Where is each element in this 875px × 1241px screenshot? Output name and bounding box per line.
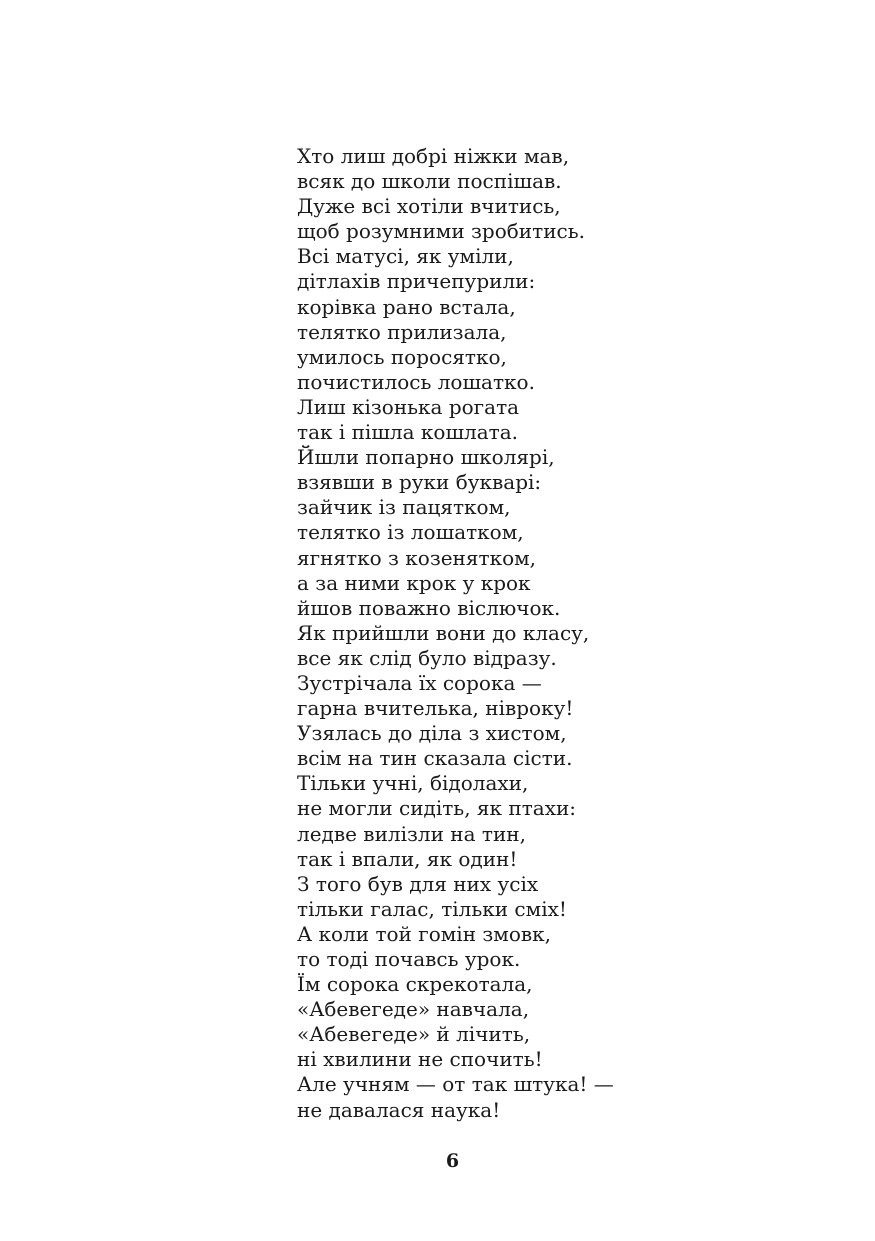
poem-line: ледве вилізли на тин, xyxy=(297,821,526,846)
poem-line: телятко із лошатком, xyxy=(297,520,524,545)
poem-line: умилось поросятко, xyxy=(297,344,507,369)
poem-line: ягнятко з козенятком, xyxy=(297,545,537,570)
poem-line: Йшли попарно школярі, xyxy=(297,445,555,470)
poem-line: Лиш кізонька рогата xyxy=(297,394,520,419)
poem-line: так і пішла кошлата. xyxy=(297,420,519,445)
poem-line: дітлахів причепурили: xyxy=(297,269,536,294)
poem-line: ні хвилини не спочить! xyxy=(297,1047,543,1072)
poem-line: А коли той гомін змовк, xyxy=(297,921,552,946)
poem-line: Як прийшли вони до класу, xyxy=(297,620,590,645)
poem-line: зайчик із пацятком, xyxy=(297,495,511,520)
poem-line: корівка рано встала, xyxy=(297,294,516,319)
poem-line: всім на тин сказала сісти. xyxy=(297,746,573,771)
poem-line: Всі матусі, як уміли, xyxy=(297,244,514,269)
poem-line: не давалася наука! xyxy=(297,1097,501,1122)
poem-line: «Абевегеде» навчала, xyxy=(297,997,530,1022)
poem-line: З того був для них усіх xyxy=(297,871,539,896)
poem-line: Зустрічала їх сорока — xyxy=(297,670,542,695)
poem-line: всяк до школи поспішав. xyxy=(297,169,562,194)
poem-line: то тоді почавсь урок. xyxy=(297,947,521,971)
poem-line: Їм сорока скрекотала, xyxy=(297,972,533,997)
poem-line: гарна вчителька, нівроку! xyxy=(297,696,574,721)
poem-line: телятко прилизала, xyxy=(297,319,507,344)
poem-line: почистилось лошатко. xyxy=(297,369,535,394)
poem-line: Дуже всі хотіли вчитись, xyxy=(297,194,561,219)
poem-line: Але учням — от так штука! — xyxy=(297,1072,614,1097)
poem-line: йшов поважно віслючок. xyxy=(297,595,561,620)
poem-text xyxy=(297,144,614,1123)
poem-line: Узялась до діла з хистом, xyxy=(297,721,567,746)
poem-line: так і впали, як один! xyxy=(297,846,518,871)
poem-line: а за ними крок у крок xyxy=(297,570,531,595)
poem-line: не могли сидіть, як птахи: xyxy=(297,796,577,821)
poem-line: тільки галас, тільки сміх! xyxy=(297,896,567,921)
page-number: 6 xyxy=(445,1150,460,1172)
poem-line: Тільки учні, бідолахи, xyxy=(297,771,529,796)
poem-line: все як слід було відразу. xyxy=(297,645,557,670)
poem-line: взявши в руки букварі: xyxy=(297,470,542,495)
poem-line: «Абевегеде» й лічить, xyxy=(297,1022,531,1047)
poem-line: щоб розумними зробитись. xyxy=(297,219,585,244)
poem-line: Хто лиш добрі ніжки мав, xyxy=(297,144,570,168)
